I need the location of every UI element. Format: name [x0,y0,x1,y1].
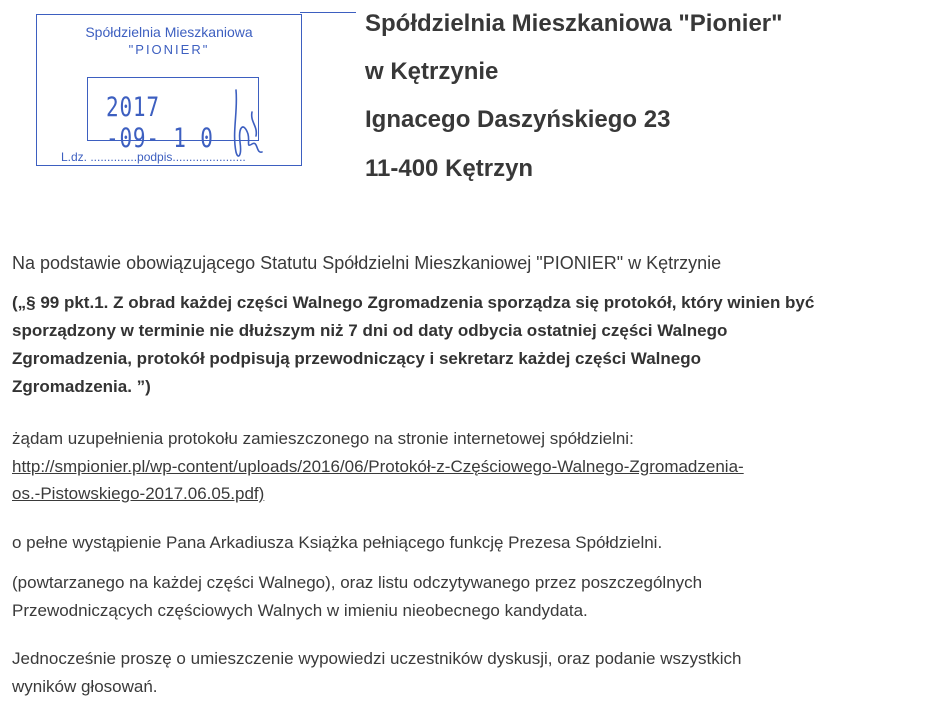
protocol-link[interactable]: http://smpionier.pl/wp-content/uploads/2016/06/Protokół-z-Częściowego-Walnego-Zgromadzenia- [12,457,744,476]
closing-paragraph-line: wyników głosowań. [12,677,158,696]
address-line-2: w Kętrzynie [365,58,499,85]
protocol-link[interactable]: os.-Pistowskiego-2017.06.05.pdf) [12,484,265,503]
stamp-org-name: Spółdzielnia Mieszkaniowa [85,24,253,40]
stamp-registry-line: L.dz. ..............podpis...................... [61,150,246,164]
repeated-paragraph-line: (powtarzanego na każdej części Walnego), oraz listu odczytywanego przez poszczególnych [12,573,703,592]
statute-quote-line: („§ 99 pkt.1. Z obrad każdej części Walnego Zgromadzenia sporządza się protokół, który winien być [12,293,815,312]
address-line-1: Spółdzielnia Mieszkaniowa "Pionier" [365,10,783,37]
stamp-org-quote: "PIONIER" [128,42,210,57]
address-line-3: Ignacego Daszyńskiego 23 [365,106,671,133]
handwritten-signature [222,82,282,166]
address-line-4: 11-400 Kętrzyn [365,155,534,182]
stamp-date: 2017 -09- 1 0 [106,92,214,154]
speech-paragraph: o pełne wystąpienie Pana Arkadiusza Książka pełniącego funkcję Prezesa Spółdzielni. [12,533,663,552]
repeated-paragraph-line: Przewodniczących częściowych Walnych w imieniu nieobecnego kandydata. [12,601,588,620]
closing-paragraph-line: Jednocześnie proszę o umieszczenie wypowiedzi uczestników dyskusji, oraz podanie wszystkich [12,649,742,668]
statute-quote-line: Zgromadzenia. ”) [12,377,151,396]
request-paragraph: żądam uzupełnienia protokołu zamieszczonego na stronie internetowej spółdzielni: [12,429,634,448]
intro-paragraph: Na podstawie obowiązującego Statutu Spółdzielni Mieszkaniowej "PIONIER" w Kętrzynie [12,253,722,273]
stamp-top-line [300,12,356,13]
statute-quote-line: sporządzony w terminie nie dłuższym niż 7 dni od daty odbycia ostatniej części Walnego [12,321,728,340]
statute-quote-line: Zgromadzenia, protokół podpisują przewodniczący i sekretarz każdej części Walnego [12,349,701,368]
